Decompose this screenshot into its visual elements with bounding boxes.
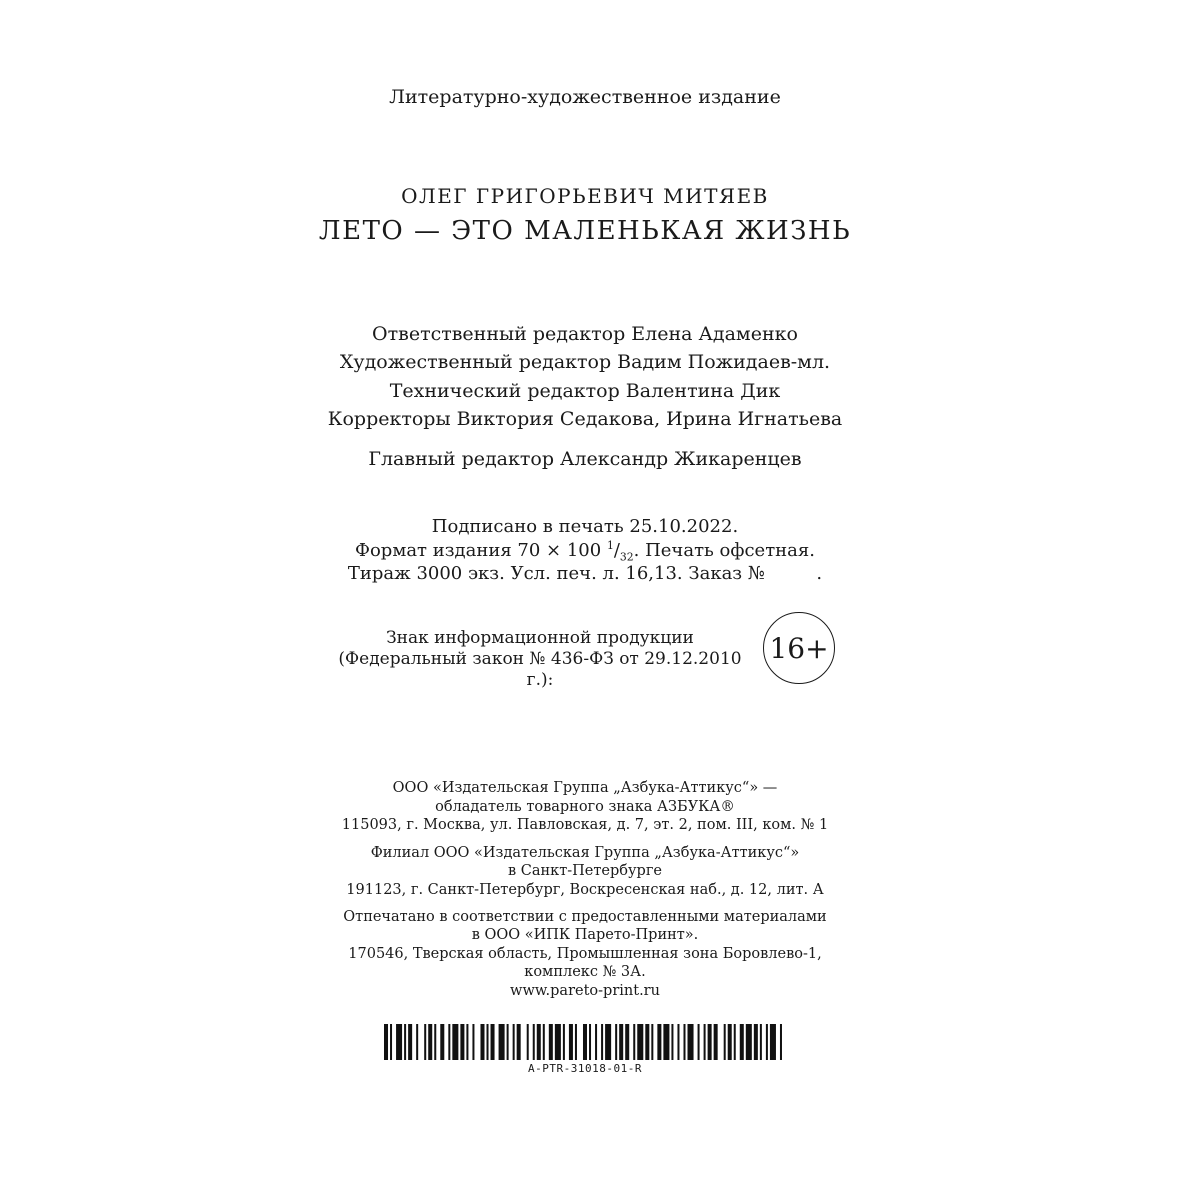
signed-line: Подписано в печать 25.10.2022.	[431, 516, 739, 537]
barcode-icon	[384, 1024, 786, 1060]
rating-line-2: (Федеральный закон № 436-ФЗ от 29.12.2010 г.):	[338, 649, 742, 690]
branch-line-3: 191123, г. Санкт-Петербург, Воскресенская наб., д. 12, лит. А	[346, 882, 824, 898]
age-rating-badge: 16+	[763, 612, 835, 684]
format-denominator: 32	[619, 550, 634, 564]
run-line: Тираж 3000 экз. Усл. печ. л. 16,13. Заказ № .	[347, 563, 823, 584]
staff-line-art-editor: Художественный редактор Вадим Пожидаев-мл.	[339, 351, 831, 373]
branch-line-1: Филиал ООО «Издательская Группа „Азбука-Аттикус“»	[370, 845, 800, 861]
printer-line-4: комплекс № 3А.	[524, 964, 646, 980]
format-numerator: 1	[606, 539, 614, 552]
author-name: ОЛЕГ ГРИГОРЬЕВИЧ МИТЯЕВ	[401, 184, 769, 208]
format-suffix: . Печать офсетная.	[633, 540, 815, 561]
format-prefix: Формат издания 70 × 100	[355, 540, 607, 561]
staff-line-responsible-editor: Ответственный редактор Елена Адаменко	[372, 323, 798, 345]
staff-line-proofreaders: Корректоры Виктория Седакова, Ирина Игнатьева	[327, 408, 843, 430]
printer-line-1: Отпечатано в соответствии с предоставленными материалами	[343, 909, 827, 925]
rating-line-1: Знак информационной продукции	[386, 628, 694, 648]
publisher-line-3: 115093, г. Москва, ул. Павловская, д. 7, эт. 2, пом. III, ком. № 1	[341, 817, 829, 833]
staff-line-tech-editor: Технический редактор Валентина Дик	[389, 380, 781, 402]
format-line: Формат издания 70 × 100 $^1/_{32}$. Печать офсетная.	[355, 539, 815, 564]
publisher-line-1: ООО «Издательская Группа „Азбука-Аттикус“» —	[392, 780, 778, 796]
printer-website: www.pareto-print.ru	[510, 983, 660, 999]
barcode-id: A-PTR-31018-01-R	[528, 1062, 642, 1075]
printer-line-2: в ООО «ИПК Парето-Принт».	[471, 927, 699, 943]
book-title: ЛЕТО — ЭТО МАЛЕНЬКАЯ ЖИЗНЬ	[318, 216, 852, 246]
chief-editor-line: Главный редактор Александр Жикаренцев	[368, 448, 802, 470]
rating-text	[330, 628, 750, 691]
publisher-line-2: обладатель товарного знака АЗБУКА®	[435, 799, 735, 815]
printer-line-3: 170546, Тверская область, Промышленная зона Боровлево-1,	[348, 946, 822, 962]
genre-line: Литературно-художественное издание	[389, 86, 781, 108]
branch-line-2: в Санкт-Петербурге	[508, 863, 662, 879]
